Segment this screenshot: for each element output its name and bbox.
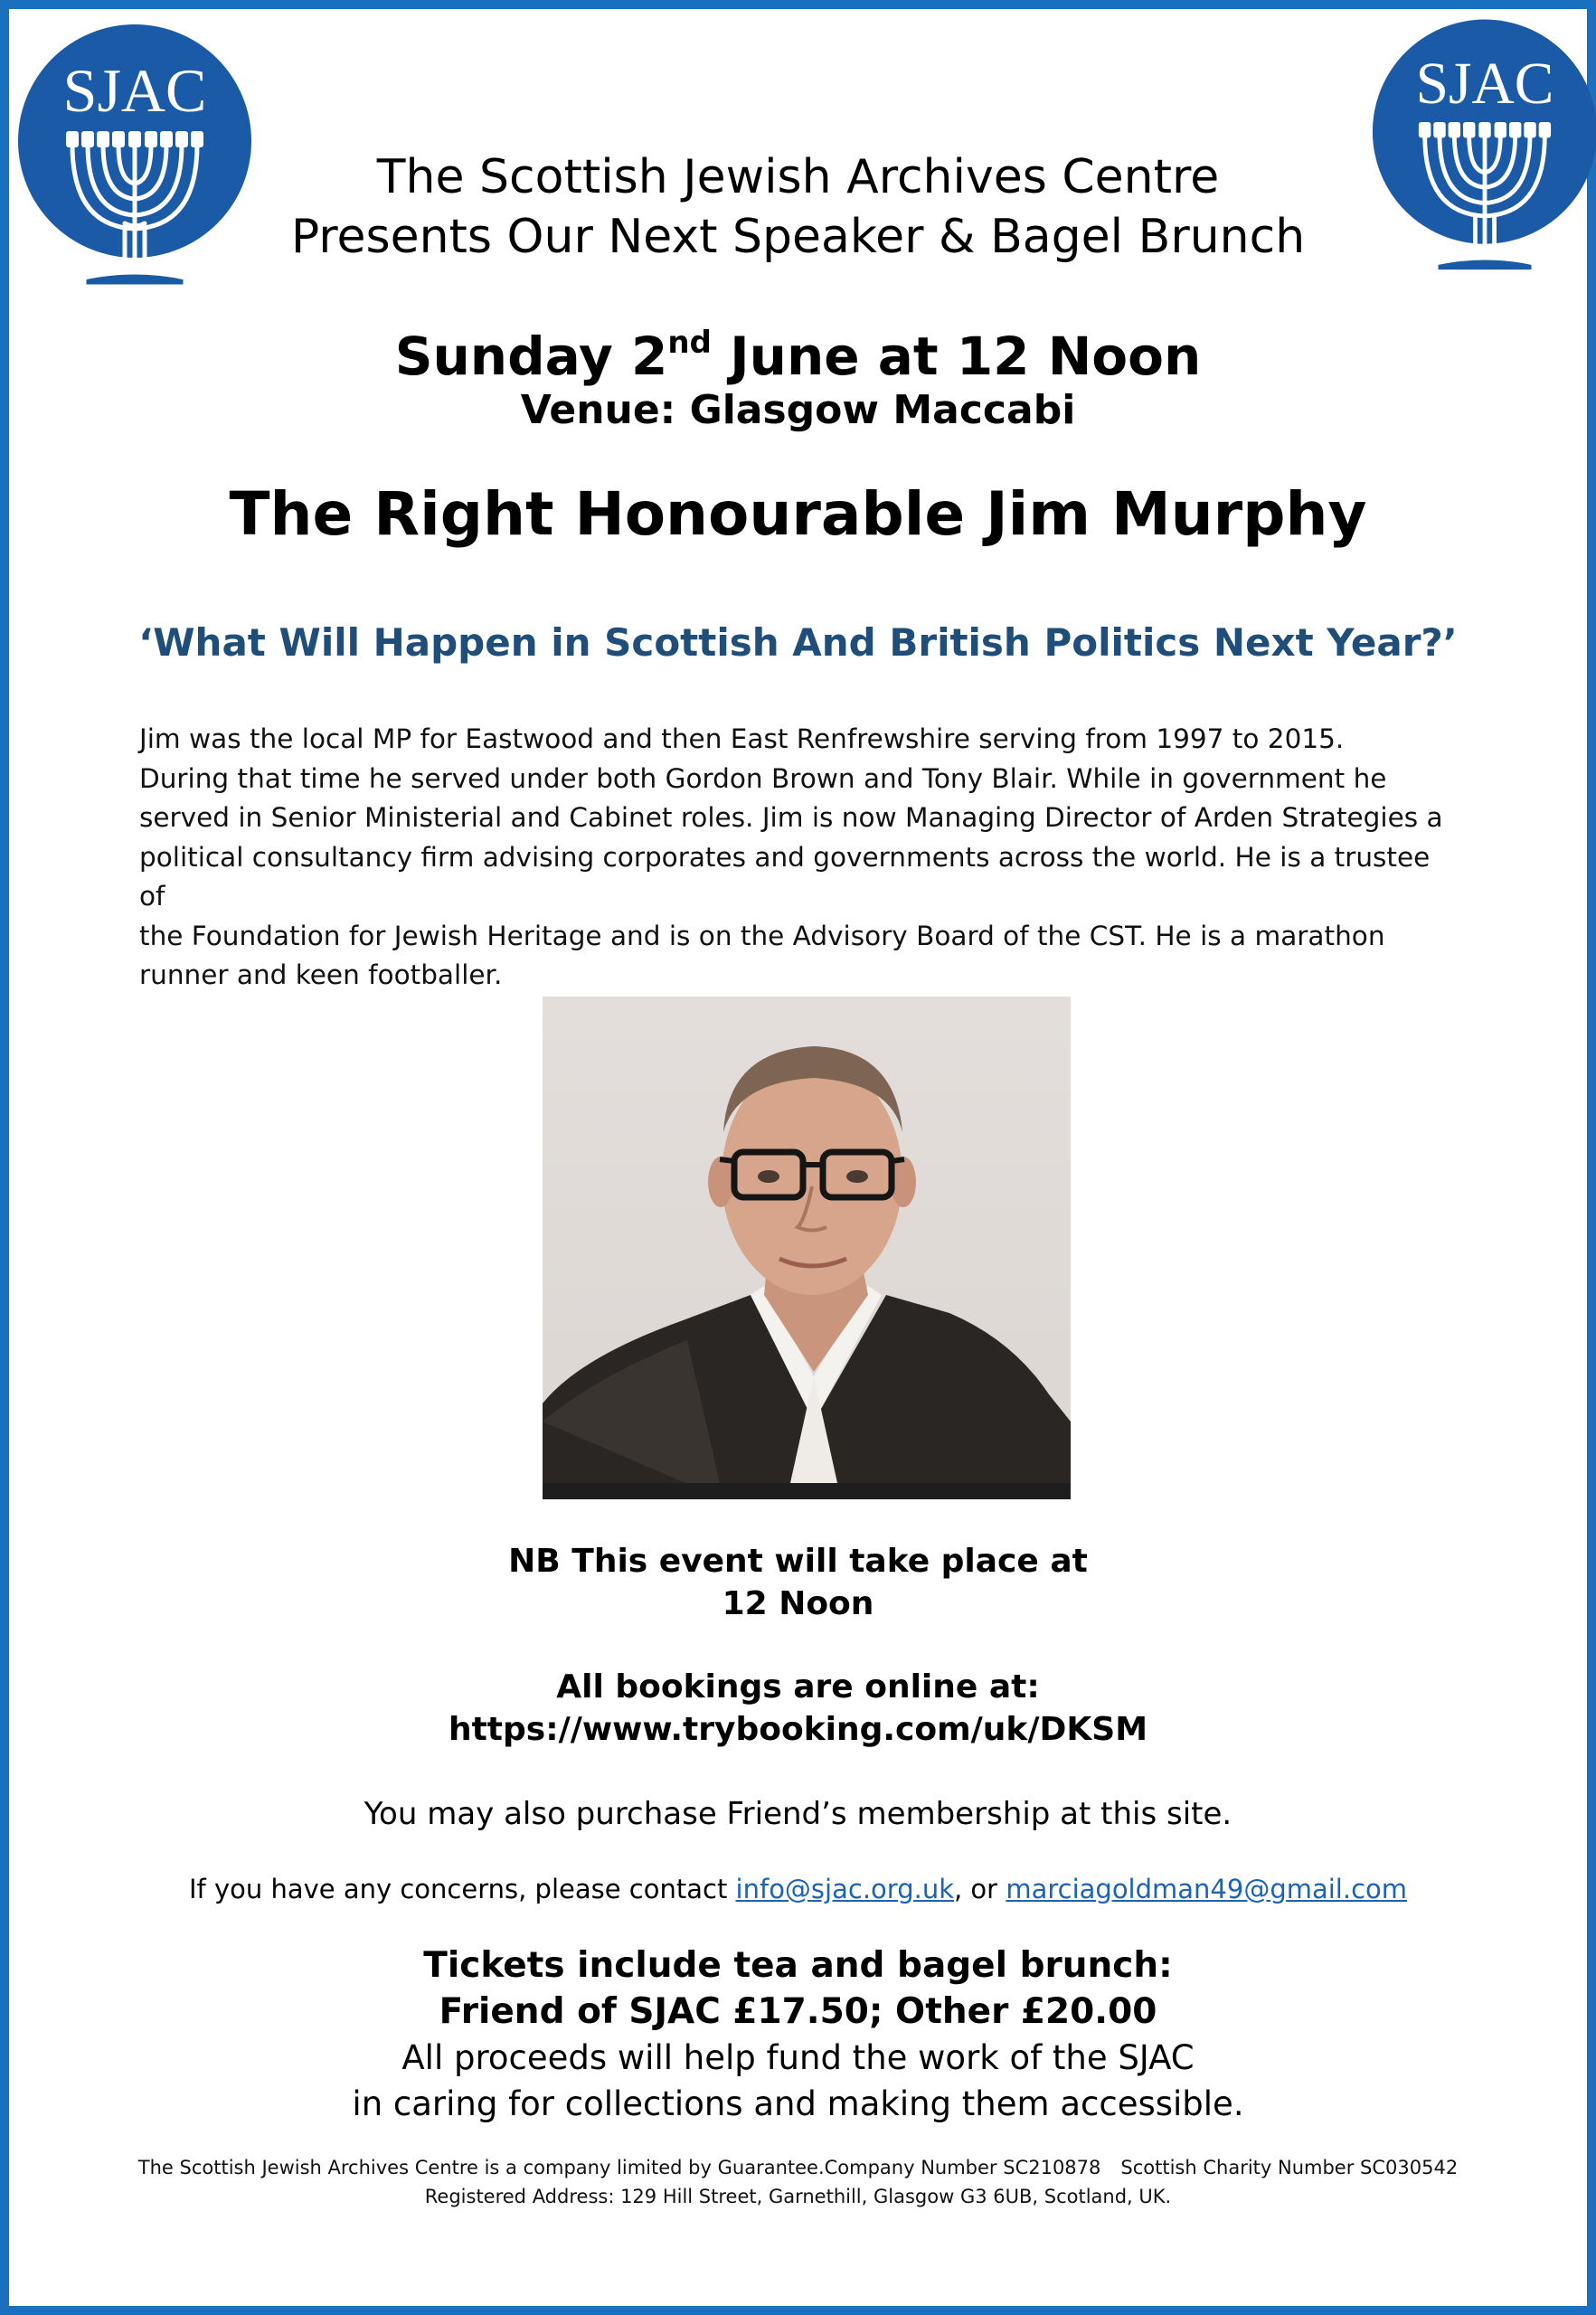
speaker-bio (139, 720, 1459, 996)
bio-line: runner and keen footballer. (139, 959, 503, 990)
booking-info (9, 1666, 1587, 1751)
email-link-info[interactable]: info@sjac.org.uk (735, 1874, 954, 1904)
header-subtitle: Presents Our Next Speaker & Bagel Brunch (290, 210, 1306, 264)
tickets-prices: Friend of SJAC £17.50; Other £20.00 (439, 1991, 1157, 2032)
talk-title: ‘What Will Happen in Scottish And British Politics Next Year?’ (138, 620, 1458, 665)
footer (9, 2153, 1587, 2211)
company-number: The Scottish Jewish Archives Centre is a company limited by Guarantee.Company Number SC210878 (137, 2157, 1101, 2178)
event-notice (9, 1540, 1587, 1625)
registered-address: Registered Address: 129 Hill Street, Garnethill, Glasgow G3 6UB, Scotland, UK. (424, 2186, 1172, 2207)
booking-url[interactable]: https://www.trybooking.com/uk/DKSM (448, 1711, 1148, 1748)
footer-company-line (9, 2153, 1587, 2182)
membership-note: You may also purchase Friend’s membership at this site. (364, 1796, 1232, 1832)
charity-number: Scottish Charity Number SC030542 (1120, 2157, 1459, 2178)
bio-line: served in Senior Ministerial and Cabinet roles. Jim is now Managing Director of Arden Strategies a (139, 802, 1443, 833)
notice-time: 12 Noon (722, 1585, 874, 1622)
sjac-logo-text: SJAC (62, 56, 207, 125)
contact-line (9, 1874, 1587, 1904)
date-ordinal: nd (667, 324, 712, 361)
speaker-name: The Right Honourable Jim Murphy (229, 479, 1367, 549)
booking-label: All bookings are online at: (556, 1668, 1040, 1706)
proceeds-line: All proceeds will help fund the work of the SJAC (401, 2038, 1195, 2077)
bio-line: political consultancy firm advising corporates and governments across the world. He is a trustee of (139, 841, 1431, 912)
contact-prefix: If you have any concerns, please contact (188, 1874, 736, 1904)
date-day: Sunday 2 (394, 326, 668, 387)
proceeds-line: in caring for collections and making them accessible. (352, 2084, 1244, 2123)
ticket-info (9, 1942, 1587, 2035)
notice-line: NB This event will take place at (508, 1543, 1088, 1580)
email-link-marcia[interactable]: marciagoldman49@gmail.com (1006, 1874, 1408, 1904)
speaker-photo (543, 997, 1071, 1499)
contact-separator: , or (954, 1874, 1006, 1904)
header-title: The Scottish Jewish Archives Centre (376, 150, 1220, 204)
date-time: June at 12 Noon (711, 326, 1202, 387)
event-date (9, 326, 1587, 387)
proceeds-note (9, 2035, 1587, 2127)
bio-line: During that time he served under both Gordon Brown and Tony Blair. While in government he (139, 762, 1387, 794)
bio-line: Jim was the local MP for Eastwood and then East Renfrewshire serving from 1997 to 2015. (139, 723, 1345, 754)
bio-line: the Foundation for Jewish Heritage and is on the Advisory Board of the CST. He is a marathon (139, 920, 1385, 951)
event-venue: Venue: Glasgow Maccabi (520, 387, 1076, 433)
sjac-logo-text: SJAC (1415, 51, 1554, 117)
tickets-heading: Tickets include tea and bagel brunch: (423, 1945, 1173, 1986)
